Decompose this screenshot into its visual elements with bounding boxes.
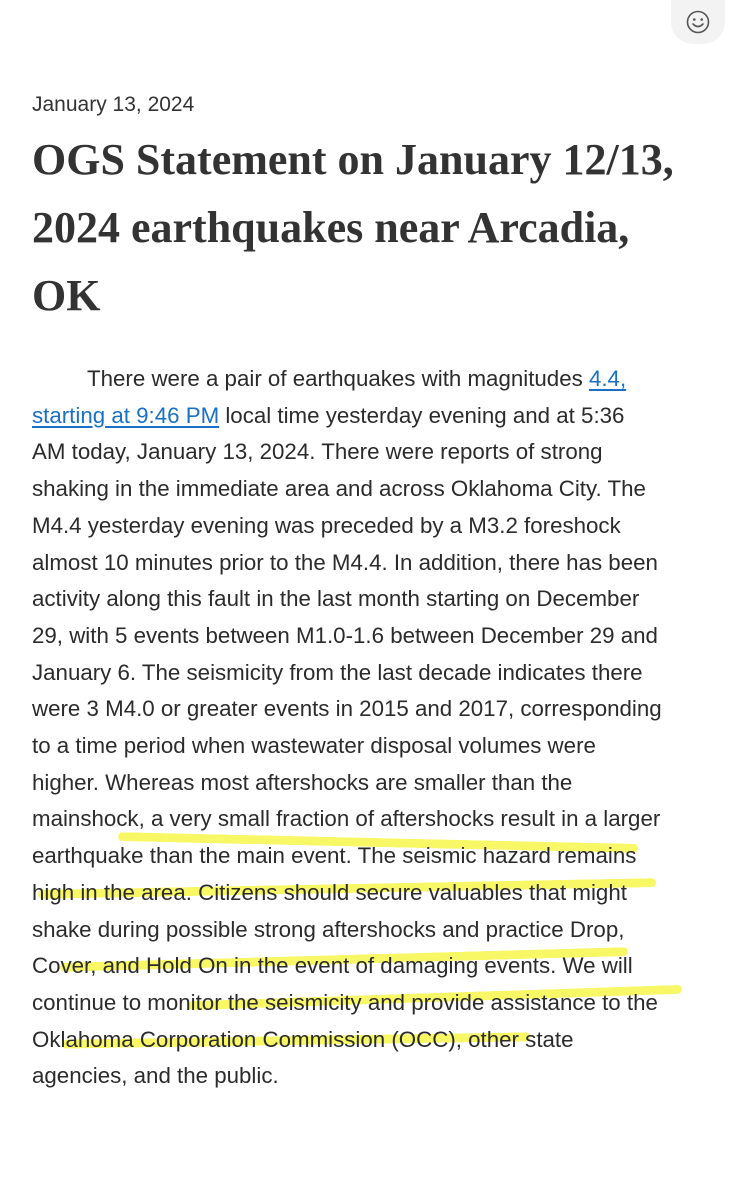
body-line: Oklahoma Corporation Commission (OCC), other state bbox=[32, 1026, 574, 1052]
body-line: to a time period when wastewater disposal volumes were bbox=[32, 733, 596, 759]
body-line: mainshock, a very small fraction of aftershocks result in a larger bbox=[32, 806, 661, 832]
body-line: shake during possible strong aftershocks and practice Drop, bbox=[32, 916, 625, 942]
body-line: high in the area. Citizens should secure valuables that might bbox=[32, 879, 627, 905]
body-line: higher. Whereas most aftershocks are smaller than the bbox=[32, 769, 573, 795]
smiley-icon bbox=[685, 9, 711, 35]
article-body bbox=[32, 361, 732, 1095]
start-time-link[interactable]: starting at 9:46 PM bbox=[32, 402, 220, 428]
magnitude-link[interactable]: 4.4, bbox=[588, 366, 627, 391]
body-line: AM today, January 13, 2024. There were reports of strong bbox=[32, 439, 603, 465]
body-line: were 3 M4.0 or greater events in 2015 and 2017, corresponding bbox=[32, 696, 662, 722]
body-line: continue to monitor the seismicity and provide assistance to the bbox=[32, 989, 658, 1015]
body-line: shaking in the immediate area and across Oklahoma City. The bbox=[32, 476, 646, 502]
body-text: There were a pair of earthquakes with magnitudes bbox=[87, 366, 589, 391]
article-title bbox=[32, 126, 732, 330]
body-line: activity along this fault in the last month starting on December bbox=[32, 586, 640, 612]
body-line: earthquake than the main event. The seismic hazard remains bbox=[32, 843, 637, 869]
emoji-button[interactable] bbox=[671, 0, 725, 44]
body-text: local time yesterday evening and at 5:36 bbox=[219, 402, 625, 428]
body-line bbox=[32, 398, 732, 435]
title-line: 2024 earthquakes near Arcadia, bbox=[32, 203, 630, 252]
top-bar bbox=[0, 0, 755, 50]
body-line: agencies, and the public. bbox=[32, 1063, 279, 1089]
body-line: 29, with 5 events between M1.0-1.6 between December 29 and bbox=[32, 622, 658, 648]
body-line bbox=[32, 361, 732, 398]
body-line: M4.4 yesterday evening was preceded by a M3.2 foreshock bbox=[32, 512, 621, 538]
title-line: OGS Statement on January 12/13, bbox=[32, 135, 674, 184]
title-line: OK bbox=[32, 271, 101, 320]
body-line: Cover, and Hold On in the event of damaging events. We will bbox=[32, 953, 633, 979]
body-line: almost 10 minutes prior to the M4.4. In addition, there has been bbox=[32, 549, 658, 575]
article-date: January 13, 2024 bbox=[32, 93, 195, 116]
body-line: January 6. The seismicity from the last decade indicates there bbox=[32, 659, 643, 685]
